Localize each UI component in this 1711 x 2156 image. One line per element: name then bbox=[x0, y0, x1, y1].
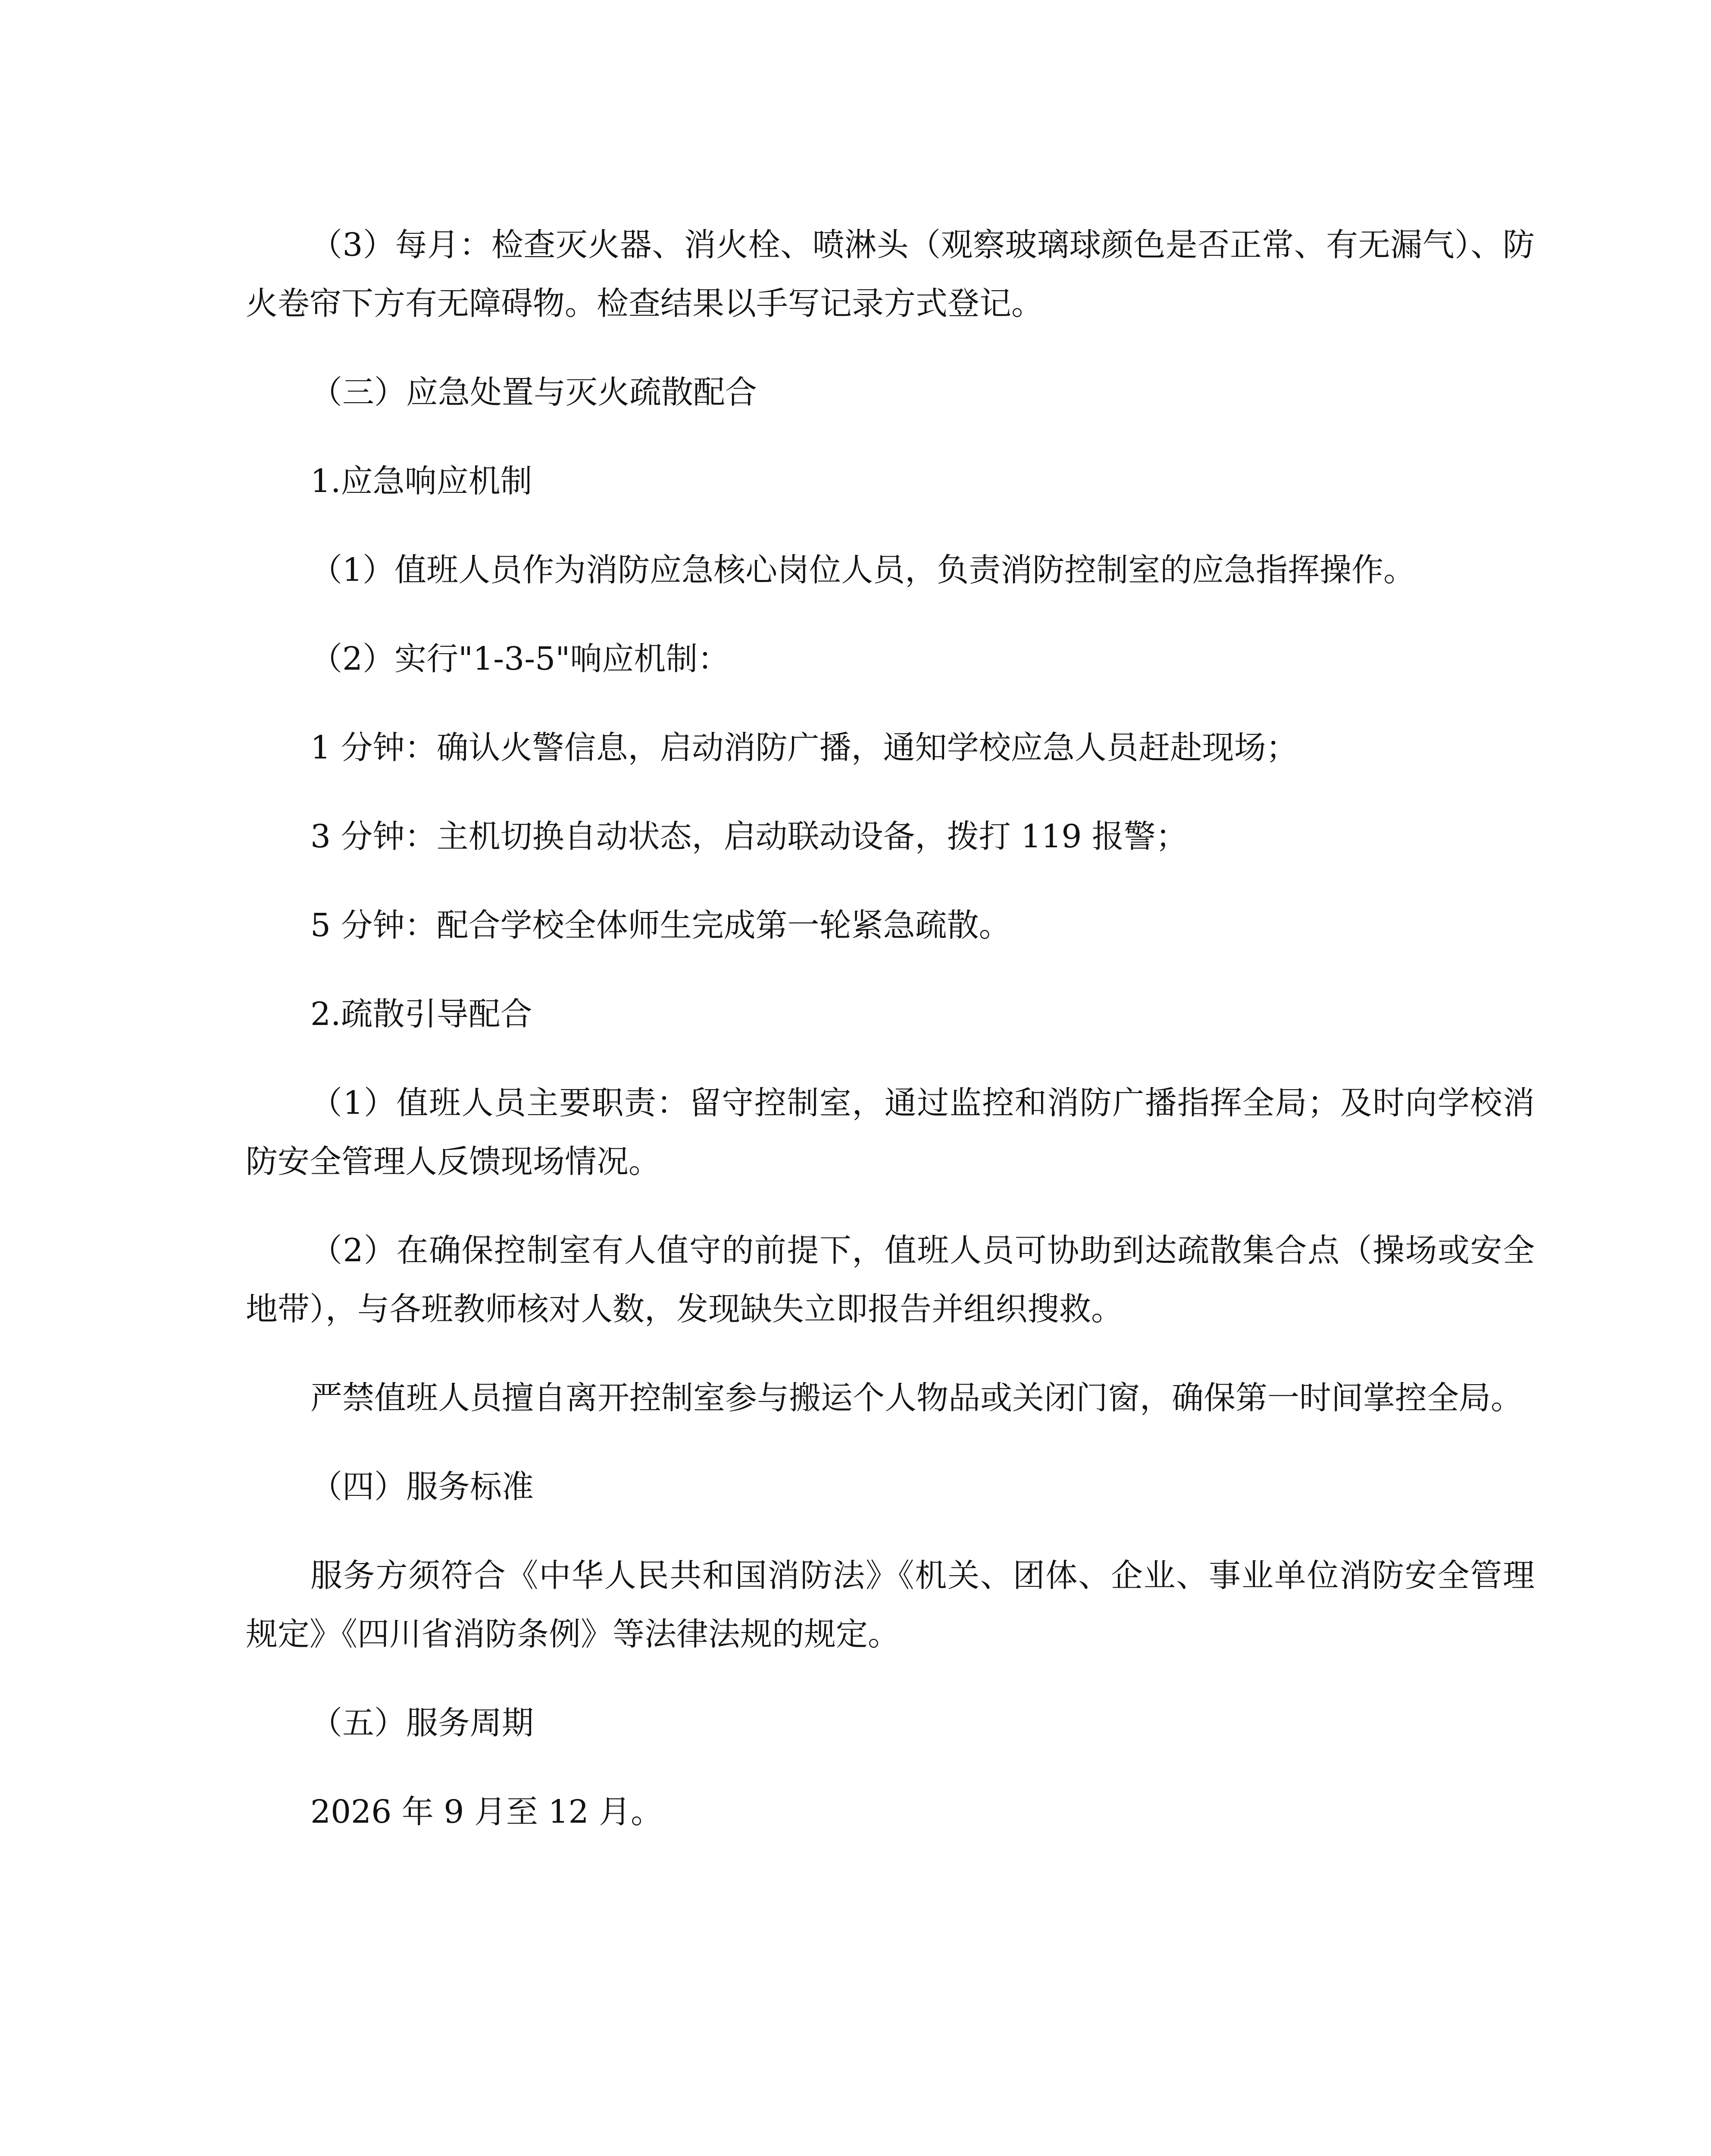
paragraph-spacer bbox=[246, 333, 1535, 363]
paragraph-spacer bbox=[246, 688, 1535, 718]
paragraph-duty-role: （1）值班人员作为消防应急核心岗位人员，负责消防控制室的应急指挥操作。 bbox=[310, 552, 1416, 589]
paragraph-spacer bbox=[246, 1427, 1535, 1457]
paragraph-service-period: 2026 年 9 月至 12 月。 bbox=[310, 1793, 663, 1830]
paragraph-spacer bbox=[246, 1752, 1535, 1783]
paragraph-spacer bbox=[246, 1516, 1535, 1546]
subheading-response-mechanism: 1.应急响应机制 bbox=[310, 463, 532, 500]
paragraph-5-minute: 5 分钟：配合学校全体师生完成第一轮紧急疏散。 bbox=[310, 907, 1011, 944]
paragraph-service-standard: 服务方须符合《中华人民共和国消防法》《机关、团体、企业、事业单位消防安全管理规定》《四川省消防条例》等法律法规的规定。 bbox=[246, 1557, 1535, 1653]
section-heading-service-period: （五）服务周期 bbox=[310, 1705, 534, 1742]
paragraph-assist-evacuation: （2）在确保控制室有人值守的前提下，值班人员可协助到达疏散集合点（操场或安全地带），与各班教师核对人数，发现缺失立即报告并组织搜救。 bbox=[246, 1232, 1535, 1328]
subheading-evacuation: 2.疏散引导配合 bbox=[310, 996, 532, 1033]
paragraph-135-mechanism: （2）实行"1-3-5"响应机制： bbox=[310, 640, 730, 677]
section-heading-emergency: （三）应急处置与灭火疏散配合 bbox=[310, 374, 757, 411]
paragraph-spacer bbox=[246, 777, 1535, 807]
paragraph-spacer bbox=[246, 866, 1535, 896]
paragraph-spacer bbox=[246, 422, 1535, 452]
paragraph-3-minute: 3 分钟：主机切换自动状态，启动联动设备，拨打 119 报警； bbox=[310, 818, 1188, 855]
paragraph-spacer bbox=[246, 1664, 1535, 1694]
paragraph-1-minute: 1 分钟：确认火警信息，启动消防广播，通知学校应急人员赶赴现场； bbox=[310, 729, 1298, 766]
paragraph-prohibition: 严禁值班人员擅自离开控制室参与搬运个人物品或关闭门窗，确保第一时间掌控全局。 bbox=[310, 1379, 1523, 1416]
paragraph-spacer bbox=[246, 599, 1535, 630]
paragraph-spacer bbox=[246, 1044, 1535, 1074]
section-heading-service-standard: （四）服务标准 bbox=[310, 1468, 534, 1505]
paragraph-spacer bbox=[246, 1338, 1535, 1369]
paragraph-spacer bbox=[246, 1191, 1535, 1221]
document-body bbox=[246, 216, 1535, 1841]
paragraph-monthly-check: （3）每月：检查灭火器、消火栓、喷淋头（观察玻璃球颜色是否正常、有无漏气）、防火卷帘下方有无障碍物。检查结果以手写记录方式登记。 bbox=[246, 226, 1535, 322]
paragraph-spacer bbox=[246, 955, 1535, 985]
paragraph-spacer bbox=[246, 511, 1535, 541]
paragraph-main-duty: （1）值班人员主要职责：留守控制室，通过监控和消防广播指挥全局；及时向学校消防安全管理人反馈现场情况。 bbox=[246, 1084, 1535, 1180]
